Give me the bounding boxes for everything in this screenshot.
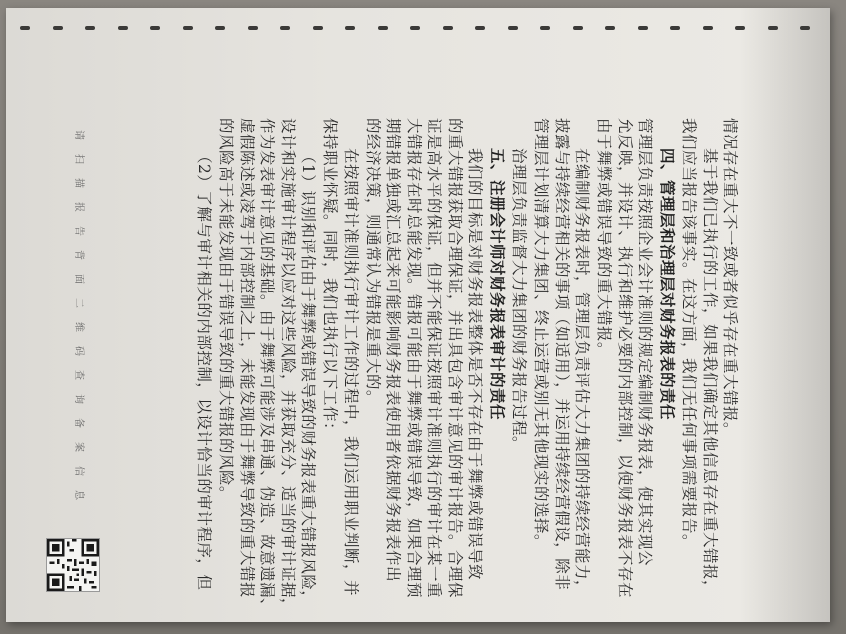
text-line: 证是高水平的保证，但并不能保证按照审计准则执行的审计在某一重 xyxy=(425,118,443,599)
qr-code-icon xyxy=(46,538,100,592)
text-line: 的经济决策，则通常认为错报是重大的。 xyxy=(363,118,382,407)
text-line: 保持职业怀疑。同时，我们也执行以下工作： xyxy=(321,118,339,439)
text-line: 情况存在重大不一致或者似乎存在重大错报。 xyxy=(721,118,739,439)
section-heading: 五、注册会计师对财务报表审计的责任 xyxy=(488,148,507,421)
text-line: 允反映，并设计、执行和维护必要的内部控制，以使财务报表不存在 xyxy=(615,118,634,599)
text-line: （1）识别和评估由于舞弊或错误导致的财务报表重大错报风险， xyxy=(299,148,317,607)
text-line: 在编制财务报表时，管理层负责评估大力集团的持续经营能力， xyxy=(573,148,591,597)
text-line: 在按照审计准则执行审计工作的过程中，我们运用职业判断，并 xyxy=(341,148,360,597)
text-line: 期错报单独或汇总起来可能影响财务报表使用者依据财务报表作出 xyxy=(384,118,402,583)
text-line: 的重大错报获取合理保证，并出具包含审计意见的审计报告。合理保 xyxy=(445,118,464,599)
section-heading: 四、管理层和治理层对财务报表的责任 xyxy=(658,148,677,421)
text-line: 的风险高于未能发现由于错误导致的重大错报的风险。 xyxy=(217,118,235,503)
text-line: 我们应当报告该事实。在这方面，我们无任何事项需要报告。 xyxy=(680,118,698,551)
text-line: 基于我们已执行的工作，如果我们确定其他信息存在重大错报， xyxy=(700,148,719,597)
text-line: 治理层负责监督大力集团的财务报告过程。 xyxy=(510,148,528,453)
text-line: 由于舞弊或错误导致的重大错报。 xyxy=(595,118,613,359)
text-line: 我们的目标是对财务报表整体是否不存在由于舞弊或错误导致 xyxy=(466,148,484,581)
text-line: 管理层负责按照企业会计准则的规定编制财务报表，使其实现公 xyxy=(636,118,654,567)
footer-note: 请扫描报告背面二维码查询备案信息 xyxy=(73,130,84,514)
text-line: 虚假陈述或凌驾于内部控制之上，未能发现由于舞弊导致的重大错报 xyxy=(237,118,256,599)
text-line: （2）了解与审计相关的内部控制，以设计恰当的审计程序，但 xyxy=(195,148,213,591)
text-line: 大错报存在时总能发现。错报可能由于舞弊或错误导致，如果合理预 xyxy=(404,118,423,599)
text-line: 设计和实施审计程序以应对这些风险，并获取充分、适当的审计证据， xyxy=(278,118,297,615)
text-line: 作为发表审计意见的基础。由于舞弊可能涉及串通、伪造、故意遗漏、 xyxy=(258,118,276,615)
text-line: 管理层计划清算大力集团、终止运营或别无其他现实的选择。 xyxy=(532,118,550,551)
text-line: 披露与持续经营相关的事项（如适用），并运用持续经营假设，除非 xyxy=(552,118,571,591)
